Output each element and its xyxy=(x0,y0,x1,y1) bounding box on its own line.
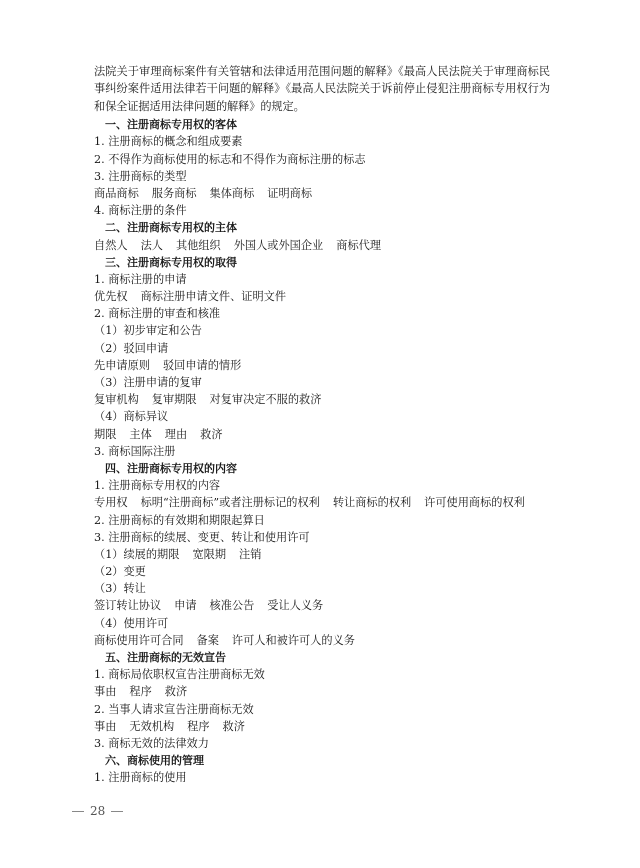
term: 外国人或外国企业 xyxy=(233,238,324,252)
outline-item: 3. 注册商标的续展、变更、转让和使用许可 xyxy=(94,530,310,544)
term-list xyxy=(94,288,550,305)
outline-item: （4）商标异议 xyxy=(94,410,169,424)
term: 商标注册申请文件、证明文件 xyxy=(140,290,287,304)
intro-paragraph: 法院关于审理商标案件有关管辖和法律适用范围问题的解释》《最高人民法院关于审理商标民事纠纷案件适用法律若干问题的解释》《最高人民法院关于诉前停止侵犯注册商标专用权行为和保全证据适用法律问题的解释》的规定。 xyxy=(94,65,550,113)
term: 其他组织 xyxy=(175,238,221,252)
term: 驳回申请的情形 xyxy=(162,358,242,372)
document-page xyxy=(94,63,550,787)
term-list xyxy=(94,632,550,649)
term: 复审机构 xyxy=(94,393,139,407)
term: 救济 xyxy=(200,427,223,441)
term: （1）续展的期限 xyxy=(94,547,180,561)
term: 许可人和被许可人的义务 xyxy=(231,633,355,647)
term: 宽限期 xyxy=(192,547,227,561)
term-list xyxy=(94,546,550,563)
outline-item: 2. 当事人请求宣告注册商标无效 xyxy=(94,702,254,716)
term: 专用权 xyxy=(94,496,128,510)
term: 商标代理 xyxy=(336,238,382,252)
term: 商品商标 xyxy=(94,186,139,200)
outline-item: 3. 注册商标的类型 xyxy=(94,169,187,183)
term: 商标使用许可合同 xyxy=(94,633,184,647)
term: 理由 xyxy=(164,427,188,441)
outline-item: （4）使用许可 xyxy=(94,616,169,630)
term: 许可使用商标的权利 xyxy=(424,496,525,510)
outline-item: （3）注册申请的复审 xyxy=(94,376,202,390)
outline-item: 2. 注册商标的有效期和期限起算日 xyxy=(94,513,265,527)
term: 受让人义务 xyxy=(267,599,324,613)
term: 核准公告 xyxy=(209,599,255,613)
term: 事由 xyxy=(94,685,117,699)
section-heading: 六、商标使用的管理 xyxy=(105,754,204,768)
outline-item: （2）驳回申请 xyxy=(94,341,169,355)
page-number: 28 xyxy=(90,804,106,818)
term: 无效机构 xyxy=(129,719,175,733)
term: 自然人 xyxy=(94,238,128,252)
term: 复审期限 xyxy=(151,393,197,407)
term-list xyxy=(94,494,550,511)
term-list xyxy=(94,426,550,443)
term-list xyxy=(94,357,550,374)
term: 救济 xyxy=(222,719,245,733)
footer-dash-left xyxy=(72,811,84,812)
outline-item: 3. 商标无效的法律效力 xyxy=(94,736,209,750)
term: 标明“注册商标”或者注册标记的权利 xyxy=(140,496,320,510)
section-heading: 三、注册商标专用权的取得 xyxy=(105,255,237,269)
outline-item: 4. 商标注册的条件 xyxy=(94,204,187,218)
term: 服务商标 xyxy=(151,186,197,200)
term-list xyxy=(94,237,550,254)
term: 事由 xyxy=(94,719,117,733)
term: 期限 xyxy=(94,427,117,441)
section-heading: 一、注册商标专用权的客体 xyxy=(105,118,237,132)
term: 程序 xyxy=(129,685,152,699)
outline-item: （2）变更 xyxy=(94,565,146,579)
outline-item: 1. 注册商标专用权的内容 xyxy=(94,479,221,493)
term-list xyxy=(94,718,550,735)
term: 法人 xyxy=(140,238,163,252)
outline-item: （3）转让 xyxy=(94,582,146,596)
term: 证明商标 xyxy=(267,186,313,200)
outline-list xyxy=(94,116,550,786)
term: 集体商标 xyxy=(209,186,255,200)
outline-item: 1. 商标局依职权宣告注册商标无效 xyxy=(94,668,265,682)
outline-item: 1. 商标注册的申请 xyxy=(94,272,187,286)
term-list xyxy=(94,683,550,700)
outline-item: （1）初步审定和公告 xyxy=(94,324,202,338)
term-list xyxy=(94,391,550,408)
page-footer xyxy=(66,804,129,818)
section-heading: 五、注册商标的无效宣告 xyxy=(105,651,226,665)
section-heading: 二、注册商标专用权的主体 xyxy=(105,221,237,235)
outline-item: 3. 商标国际注册 xyxy=(94,444,176,458)
outline-item: 1. 注册商标的使用 xyxy=(94,771,187,785)
outline-item: 1. 注册商标的概念和组成要素 xyxy=(94,135,243,149)
term: 对复审决定不服的救济 xyxy=(209,393,322,407)
term: 先申请原则 xyxy=(94,358,150,372)
outline-item: 2. 商标注册的审查和核准 xyxy=(94,307,221,321)
footer-dash-right xyxy=(111,811,123,812)
term: 申请 xyxy=(174,599,197,613)
term: 救济 xyxy=(164,685,188,699)
term: 程序 xyxy=(187,719,210,733)
term-list xyxy=(94,185,550,202)
term-list xyxy=(94,597,550,614)
term: 备案 xyxy=(196,633,219,647)
section-heading: 四、注册商标专用权的内容 xyxy=(105,461,237,475)
term: 优先权 xyxy=(94,290,128,304)
term: 注销 xyxy=(239,547,262,561)
term: 签订转让协议 xyxy=(94,599,162,613)
term: 主体 xyxy=(129,427,152,441)
outline-item: 2. 不得作为商标使用的标志和不得作为商标注册的标志 xyxy=(94,152,366,166)
term: 转让商标的权利 xyxy=(332,496,412,510)
